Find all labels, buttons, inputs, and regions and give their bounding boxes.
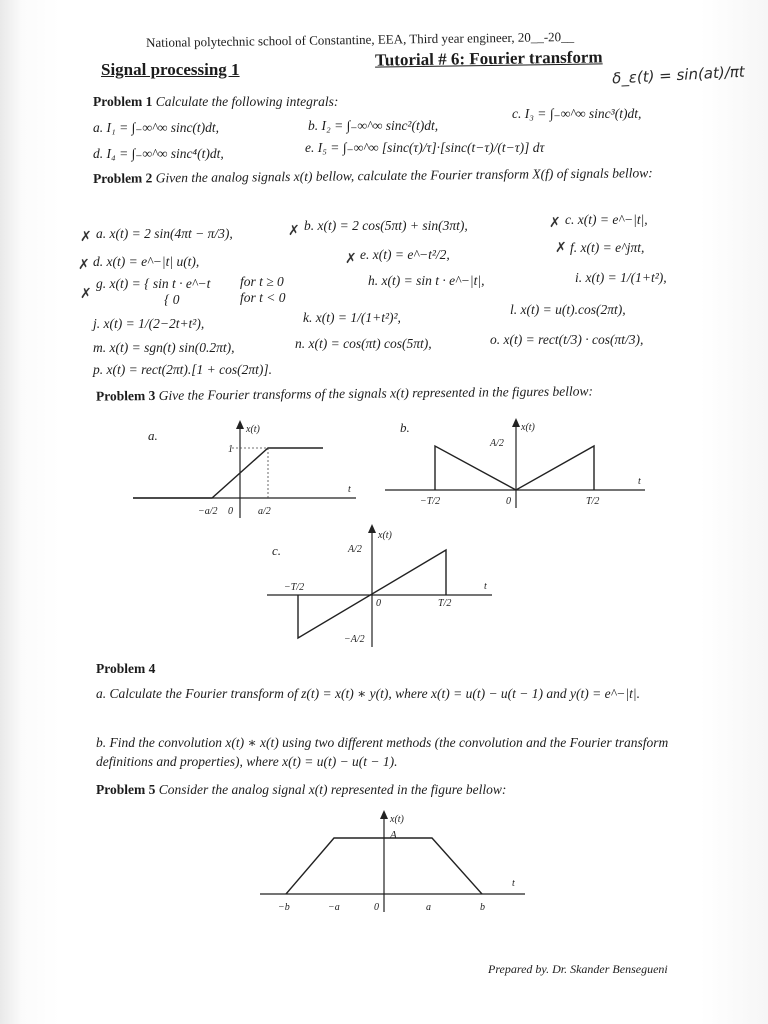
problem2-item-i: i. x(t) = 1/(1+t²), <box>575 270 667 285</box>
figure-5-na-tick: −a <box>328 902 340 913</box>
figure-3b-axis-arrow <box>512 418 520 427</box>
check-mark-c: ✗ <box>549 215 561 231</box>
figure-3b-amp-tick: A/2 <box>490 438 504 449</box>
check-mark-f: ✗ <box>555 240 567 256</box>
figure-3a-one-tick: 1 <box>228 444 233 455</box>
problem2-item-g-cond1: for t ≥ 0 <box>240 274 284 289</box>
figure-3a-zero-tick: 0 <box>228 506 233 517</box>
problem1-item-e: e. I₅ = ∫₋∞^∞ [sinc(τ)/τ]·[sinc(t−τ)/(t−τ)] dτ <box>305 140 545 155</box>
figure-3c-pos-tick: T/2 <box>438 598 452 609</box>
figure-5-zero-tick: 0 <box>374 902 379 913</box>
figure-3a <box>128 418 368 528</box>
check-mark-d: ✗ <box>78 257 90 273</box>
figure-3a-pos-tick: a/2 <box>258 506 271 517</box>
problem1-item-c: c. I₃ = ∫₋∞^∞ sinc³(t)dt, <box>512 106 642 121</box>
figure-5-x-label: t <box>512 878 515 889</box>
figure-3c-zero-tick: 0 <box>376 598 381 609</box>
figure-5-a-tick: a <box>426 902 431 913</box>
figure-3b-zero-tick: 0 <box>506 496 511 507</box>
problem3-heading: Problem 3 Give the Fourier transforms of the signals x(t) represented in the figures bellow: <box>95 383 594 404</box>
problem2-item-g-cond2: for t < 0 <box>240 290 286 305</box>
figure-3a-axis-arrow <box>236 420 244 429</box>
course-title: Signal processing 1 <box>101 60 240 79</box>
figure-3c-amp-tick: A/2 <box>348 544 362 555</box>
problem2-item-g-line1: g. x(t) = { sin t · e^−t <box>96 276 211 291</box>
footer-credit: Prepared by. Dr. Skander Bensegueni <box>488 962 668 976</box>
problem1-item-a: a. I₁ = ∫₋∞^∞ sinc(t)dt, <box>93 120 220 135</box>
figure-3b-x-label: t <box>638 476 641 487</box>
problem2-heading: Problem 2 Given the analog signals x(t) bellow, calculate the Fourier transform X(f) of signals bellow: <box>92 165 653 187</box>
problem2-item-m: m. x(t) = sgn(t) sin(0.2πt), <box>93 340 235 355</box>
figure-3a-signal <box>133 448 323 498</box>
figure-5-y-label: x(t) <box>390 814 404 825</box>
problem5-heading: Problem 5 Consider the analog signal x(t) represented in the figure bellow: <box>96 782 507 797</box>
figure-3c-x-label: t <box>484 581 487 592</box>
figure-3a-label: a. <box>148 428 158 443</box>
figure-3c-namp-tick: −A/2 <box>344 634 365 645</box>
figure-5-nb-tick: −b <box>278 902 290 913</box>
figure-3b-y-label: x(t) <box>521 422 535 433</box>
figure-3c-label: c. <box>272 543 282 558</box>
problem2-item-o: o. x(t) = rect(t/3) · cos(πt/3), <box>490 332 644 347</box>
problem2-item-a: a. x(t) = 2 sin(4πt − π/3), <box>96 226 233 241</box>
problem2-item-d: d. x(t) = e^−|t| u(t), <box>93 254 200 269</box>
figure-5-amp-tick: A <box>390 829 397 841</box>
figure-3a-y-label: x(t) <box>246 424 260 435</box>
problem2-item-b: b. x(t) = 2 cos(5πt) + sin(3πt), <box>304 218 468 233</box>
problem2-item-h: h. x(t) = sin t · e^−|t|, <box>368 273 485 288</box>
problem1-item-b: b. I₂ = ∫₋∞^∞ sinc²(t)dt, <box>308 118 439 133</box>
check-mark-e: ✗ <box>345 251 357 267</box>
figure-3b-neg-tick: −T/2 <box>420 496 441 507</box>
problem2-item-c: c. x(t) = e^−|t|, <box>565 212 648 227</box>
figure-5-axis-arrow <box>380 810 388 819</box>
tutorial-title: Tutorial # 6: Fourier transform <box>374 47 603 70</box>
figure-3c-neg-tick: −T/2 <box>284 582 305 593</box>
problem4-heading: Problem 4 <box>96 661 156 676</box>
problem2-item-j: j. x(t) = 1/(2−2t+t²), <box>93 316 205 331</box>
problem4-item-a: a. Calculate the Fourier transform of z(t) = x(t) ∗ y(t), where x(t) = u(t) − u(t − 1) and y(t) = e^−|t|. <box>96 686 640 701</box>
problem1-heading: Problem 1 Calculate the following integrals: <box>93 94 339 109</box>
figure-3b-label: b. <box>400 420 410 435</box>
figure-3a-neg-tick: −a/2 <box>198 506 218 517</box>
check-mark-b: ✗ <box>288 223 300 239</box>
figure-5 <box>250 808 540 918</box>
figure-3b-signal <box>435 446 594 490</box>
handwritten-note: δ_ε(t) = sin(at)/πt <box>611 62 746 88</box>
check-mark-g: ✗ <box>80 286 92 302</box>
school-header: National polytechnic school of Constantine, EEA, Third year engineer, 20__-20__ <box>145 29 575 50</box>
figure-3b <box>380 418 670 518</box>
check-mark-a: ✗ <box>80 229 92 245</box>
figure-3b-pos-tick: T/2 <box>586 496 600 507</box>
figure-3c-axis-arrow <box>368 524 376 533</box>
problem4-item-b: b. Find the convolution x(t) ∗ x(t) using two different methods (the convolution and the Fourier transform definitions and properties), where x(t) = u(t) − u(t − 1). <box>96 735 669 769</box>
figure-3c-y-label: x(t) <box>378 530 392 541</box>
problem2-item-p: p. x(t) = rect(2πt).[1 + cos(2πt)]. <box>93 362 272 377</box>
figure-3a-x-label: t <box>348 484 351 495</box>
figure-3c <box>262 522 502 652</box>
problem2-item-n: n. x(t) = cos(πt) cos(5πt), <box>295 336 432 351</box>
problem2-item-k: k. x(t) = 1/(1+t²)², <box>303 310 401 325</box>
figure-5-b-tick: b <box>480 902 485 913</box>
problem2-item-g-line2: { 0 <box>164 292 180 307</box>
problem2-item-f: f. x(t) = e^jπt, <box>570 240 645 255</box>
problem1-item-d: d. I₄ = ∫₋∞^∞ sinc⁴(t)dt, <box>93 146 224 161</box>
problem2-item-l: l. x(t) = u(t).cos(2πt), <box>510 302 626 317</box>
problem2-item-e: e. x(t) = e^−t²/2, <box>360 247 450 262</box>
